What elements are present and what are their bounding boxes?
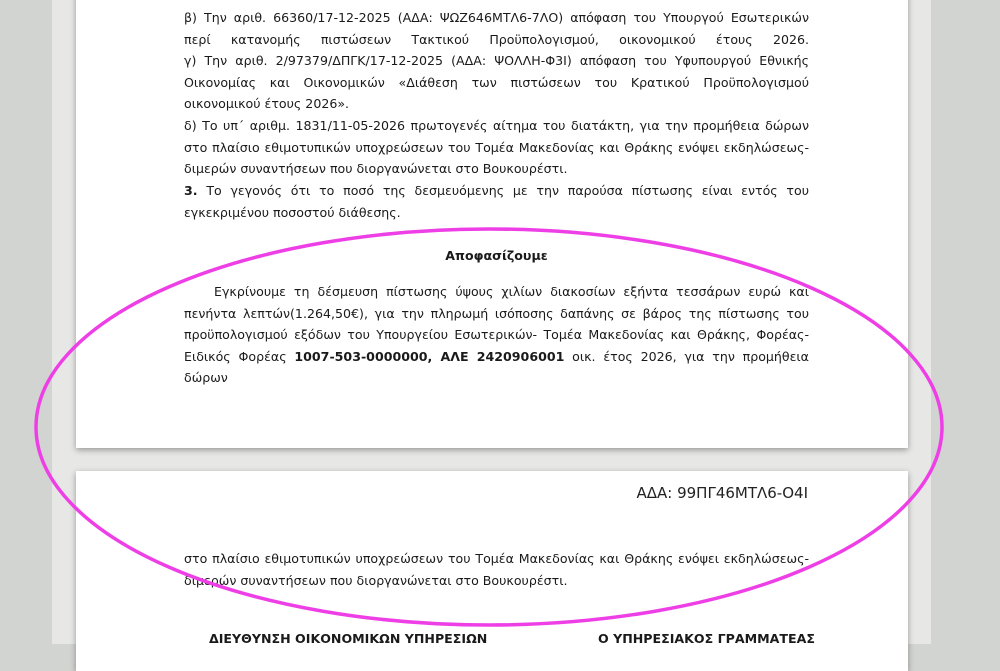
signature-right-title: Ο ΥΠΗΡΕΣΙΑΚΟΣ ΓΡΑΜΜΑΤΕΑΣ <box>598 631 815 646</box>
paragraph-three-number: 3. <box>184 183 198 198</box>
decision-paragraph <box>184 281 809 389</box>
continuation-paragraph: στο πλαίσιο εθιμοτυπικών υποχρεώσεων του Τομέα Μακεδονίας και Θράκης ενόψει εκδηλώσεως-διμερών συναντήσεων που διοργανώνεται στο Βουκουρέστι. <box>184 551 809 588</box>
paragraph-gamma: γ) Την αριθ. 2/97379/ΔΠΓΚ/17-12-2025 (ΑΔΑ: ΨΟΛΛΗ-Φ3Ι) απόφαση του Υφυπουργού Εθνικής Οικονομίας και Οικονομικών «Διάθεση των πιστώσεων του Κρατικού Προϋπολογισμού οικονομικού έτους 2026». <box>184 53 809 111</box>
paragraph-beta: β) Την αριθ. 66360/17-12-2025 (ΑΔΑ: ΨΩΖ646ΜΤΛ6-7ΛΟ) απόφαση του Υπουργού Εσωτερικών περί κατανομής πιστώσεων Τακτικού Προϋπολογισμού, οικονομικού έτους 2026. <box>184 10 809 47</box>
signature-left-title: ΔΙΕΥΘΥΝΣΗ ΟΙΚΟΝΟΜΙΚΩΝ ΥΠΗΡΕΣΙΩΝ <box>209 631 488 646</box>
paragraph-three <box>184 180 809 223</box>
decision-text-part1: Εγκρίνουμε τη δέσμευση πίστωσης ύψους χιλίων διακοσίων εξήντα τεσσάρων ευρώ και πενήντα λεπτών(1.264,50€), για την πληρωμή ισόποσης δαπάνης σε βάρος της πίστωσης του προϋπολογισμού εξόδων του Υπουργείου Εσωτερικών- Τομέα Μακεδονίας και Θράκης, Φορέας- Ειδικός Φορέας <box>184 284 809 364</box>
ada-code: ΑΔΑ: 99ΠΓ46ΜΤΛ6-Ο4Ι <box>636 484 808 502</box>
paragraph-delta: δ) Το υπ΄ αριθμ. 1831/11-05-2026 πρωτογενές αίτημα του διατάκτη, για την προμήθεια δώρων στο πλαίσιο εθιμοτυπικών υποχρεώσεων του Τομέα Μακεδονίας και Θράκης ενόψει εκδηλώσεως-διμερών συναντήσεων που διοργανώνεται στο Βουκουρέστι. <box>184 118 809 176</box>
paragraph-three-text: Το γεγονός ότι το ποσό της δεσμευόμενης με την παρούσα πίστωσης είναι εντός του εγκεκριμένου ποσοστού διάθεσης. <box>184 183 809 220</box>
decision-budget-code: 1007-503-0000000, ΑΛΕ 2420906001 <box>294 348 565 364</box>
decision-text-part2: οικ. έτος 2026, για την προμήθεια δώρων <box>184 348 809 385</box>
decision-heading: Αποφασίζουμε <box>445 248 548 263</box>
